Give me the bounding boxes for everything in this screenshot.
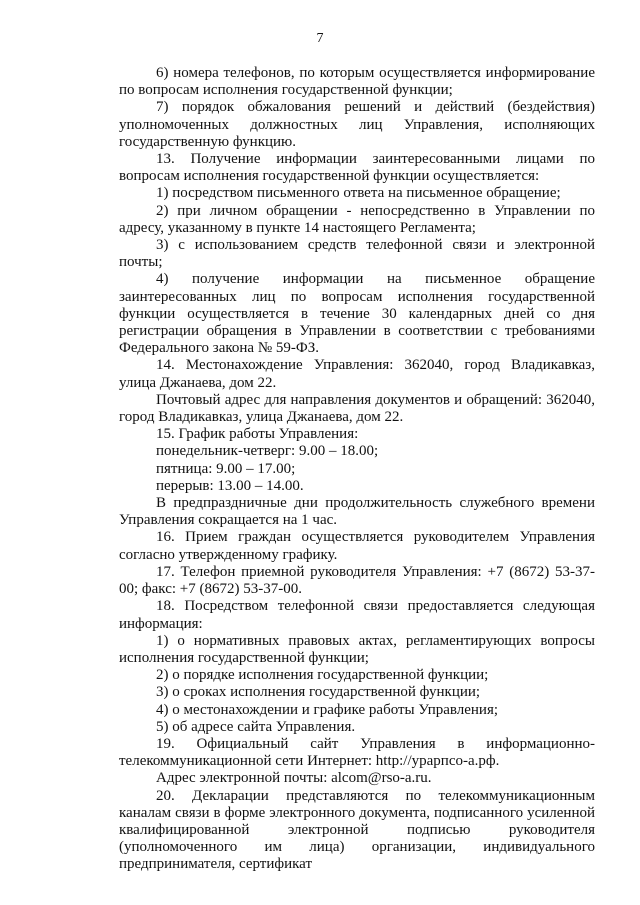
- paragraph: 18. Посредством телефонной связи предоставляется следующая информация:: [119, 598, 595, 632]
- paragraph: 15. График работы Управления:: [156, 426, 359, 443]
- paragraph: 2) при личном обращении - непосредственно в Управлении по адресу, указанному в пункте 14 настоящего Регламента;: [119, 202, 595, 236]
- paragraph: 13. Получение информации заинтересованными лицами по вопросам исполнения государственной функции осуществляется:: [119, 151, 595, 185]
- paragraph: 14. Местонахождение Управления: 362040, город Владикавказ, улица Джанаева, дом 22.: [119, 357, 595, 391]
- paragraph: перерыв: 13.00 – 14.00.: [156, 477, 304, 494]
- paragraph: пятница: 9.00 – 17.00;: [156, 460, 296, 477]
- paragraph: 3) о сроках исполнения государственной функции;: [156, 684, 481, 701]
- paragraph: Адрес электронной почты: alcom@rso-a.ru.: [156, 770, 432, 787]
- paragraph: 7) порядок обжалования решений и действий (бездействия) уполномоченных должностных лиц Управления, исполняющих государственную функцию.: [119, 99, 595, 150]
- paragraph: 1) о нормативных правовых актах, регламентирующих вопросы исполнения государственной функции;: [119, 632, 595, 666]
- paragraph: Почтовый адрес для направления документов и обращений: 362040, город Владикавказ, улица Джанаева, дом 22.: [119, 391, 595, 426]
- paragraph: 5) об адресе сайта Управления.: [156, 718, 356, 735]
- paragraph: 1) посредством письменного ответа на письменное обращение;: [156, 185, 561, 202]
- document-body: [119, 65, 595, 874]
- paragraph: 20. Декларации представляются по телекоммуникационным каналам связи в форме электронного документа, подписанного усиленной квалифицированной электронной подписью руководителя (уполномоченного им лица) организации, индивидуального предпринимателя, сертификат: [119, 787, 595, 873]
- paragraph: В предпраздничные дни продолжительность служебного времени Управления сокращается на 1 час.: [119, 495, 595, 529]
- paragraph: понедельник-четверг: 9.00 – 18.00;: [156, 443, 379, 460]
- paragraph: 2) о порядке исполнения государственной функции;: [156, 667, 489, 684]
- paragraph: 6) номера телефонов, по которым осуществляется информирование по вопросам исполнения государственной функции;: [119, 65, 595, 99]
- page-number: 7: [316, 31, 324, 46]
- paragraph: 4) получение информации на письменное обращение заинтересованных лиц по вопросам исполнения государственной функции осуществляется в течение 30 календарных дней со дня регистрации обращения в Управлении в соответствии с требованиями Федерального закона № 59-ФЗ.: [119, 271, 595, 357]
- paragraph: 19. Официальный сайт Управления в информационно-телекоммуникационной сети Интернет: http://урарпсо-а.рф.: [119, 735, 595, 770]
- paragraph: 17. Телефон приемной руководителя Управления: +7 (8672) 53-37-00; факс: +7 (8672) 53-37-00.: [119, 563, 595, 598]
- paragraph: 4) о местонахождении и графике работы Управления;: [156, 701, 499, 718]
- paragraph: 16. Прием граждан осуществляется руководителем Управления согласно утвержденному графику.: [119, 529, 595, 563]
- paragraph: 3) с использованием средств телефонной связи и электронной почты;: [119, 237, 595, 271]
